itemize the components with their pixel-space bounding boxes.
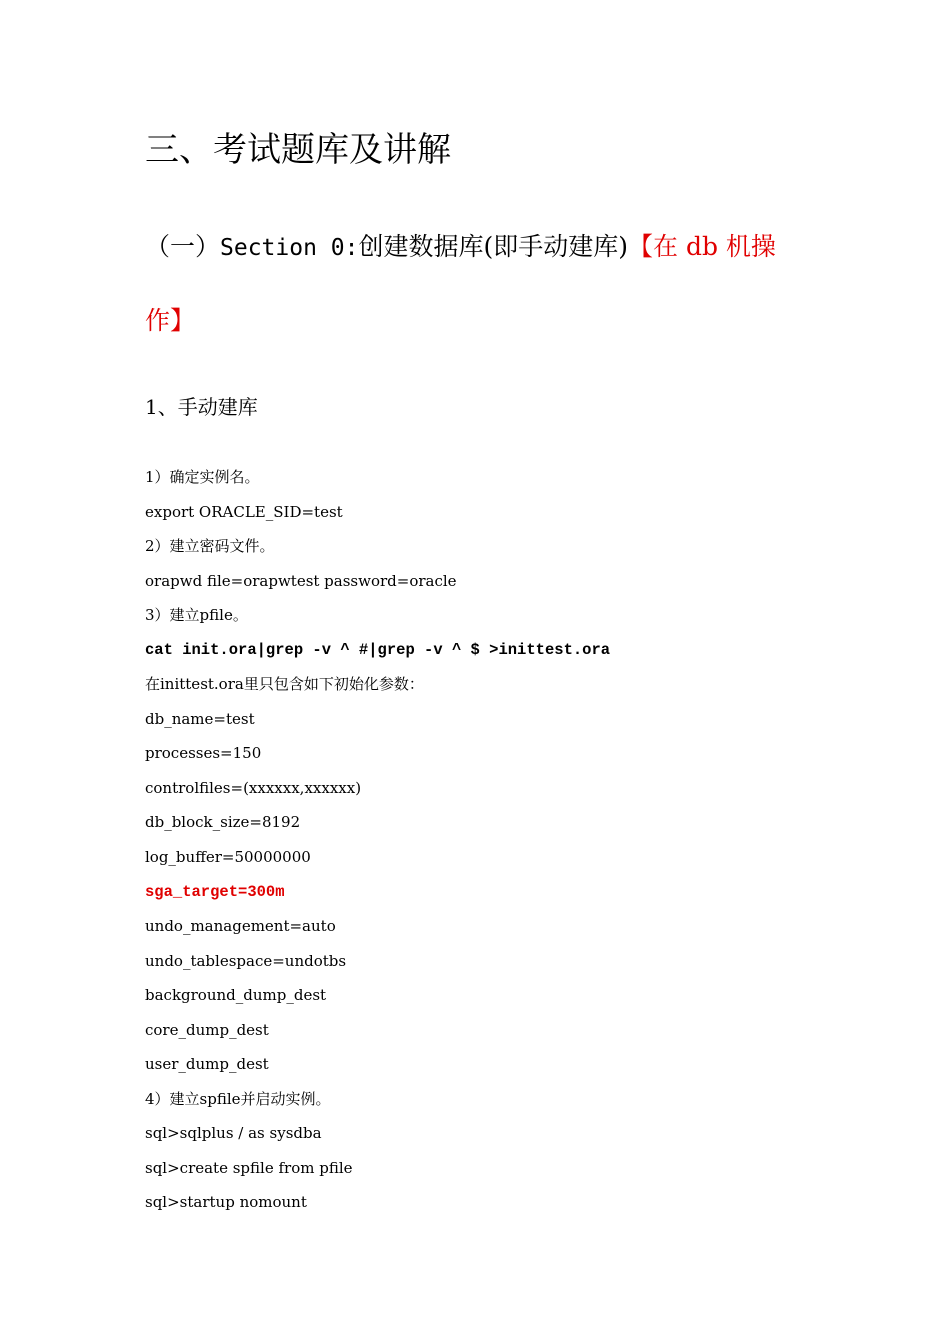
parameter-line: log_buffer=50000000 [145,848,311,867]
section-note-part-1: 【在 db 机操 [628,232,776,261]
step-1-heading: 1）确定实例名。 [145,468,260,486]
step-2-heading: 2）建立密码文件。 [145,537,275,556]
code-line-bold: cat init.ora|grep -v ^ #|grep -v ^ $ >inittest.ora [145,640,611,659]
parameter-line: db_name=test [145,709,255,728]
parameter-line: undo_management=auto [145,917,336,936]
parameter-line: user_dump_dest [145,1055,269,1074]
section-title-line-2 [145,303,195,339]
parameter-line: background_dump_dest [145,986,327,1005]
subsection-title: 1、手动建库 [145,395,258,419]
chapter-title: 三、考试题库及讲解 [145,130,451,170]
section-number: Section 0: [220,235,359,261]
parameter-line: controlfiles=(xxxxxx,xxxxxx) [145,778,362,797]
parameter-line-highlighted: sga_target=300m [145,882,285,901]
sql-line: sql>create spfile from pfile [145,1158,353,1177]
step-3-heading: 3）建立pfile。 [145,606,248,625]
parameter-line: undo_tablespace=undotbs [145,951,347,970]
parameter-line: processes=150 [145,744,262,763]
instruction-lines [145,464,610,1224]
parameter-intro: 在inittest.ora里只包含如下初始化参数： [145,675,424,694]
section-note-part-2: 作】 [145,306,196,335]
parameter-line: core_dump_dest [145,1020,269,1039]
code-line: export ORACLE_SID=test [145,502,343,521]
step-4-heading: 4）建立spfile并启动实例。 [145,1089,331,1108]
parameter-line: db_block_size=8192 [145,813,301,832]
sql-line: sql>sqlplus / as sysdba [145,1124,322,1143]
sql-line: sql>startup nomount [145,1193,307,1212]
section-title-line-1 [145,229,776,266]
section-name: 创建数据库(即手动建库) [358,232,629,261]
code-line: orapwd file=orapwtest password=oracle [145,571,457,590]
section-prefix: （一） [145,232,221,261]
